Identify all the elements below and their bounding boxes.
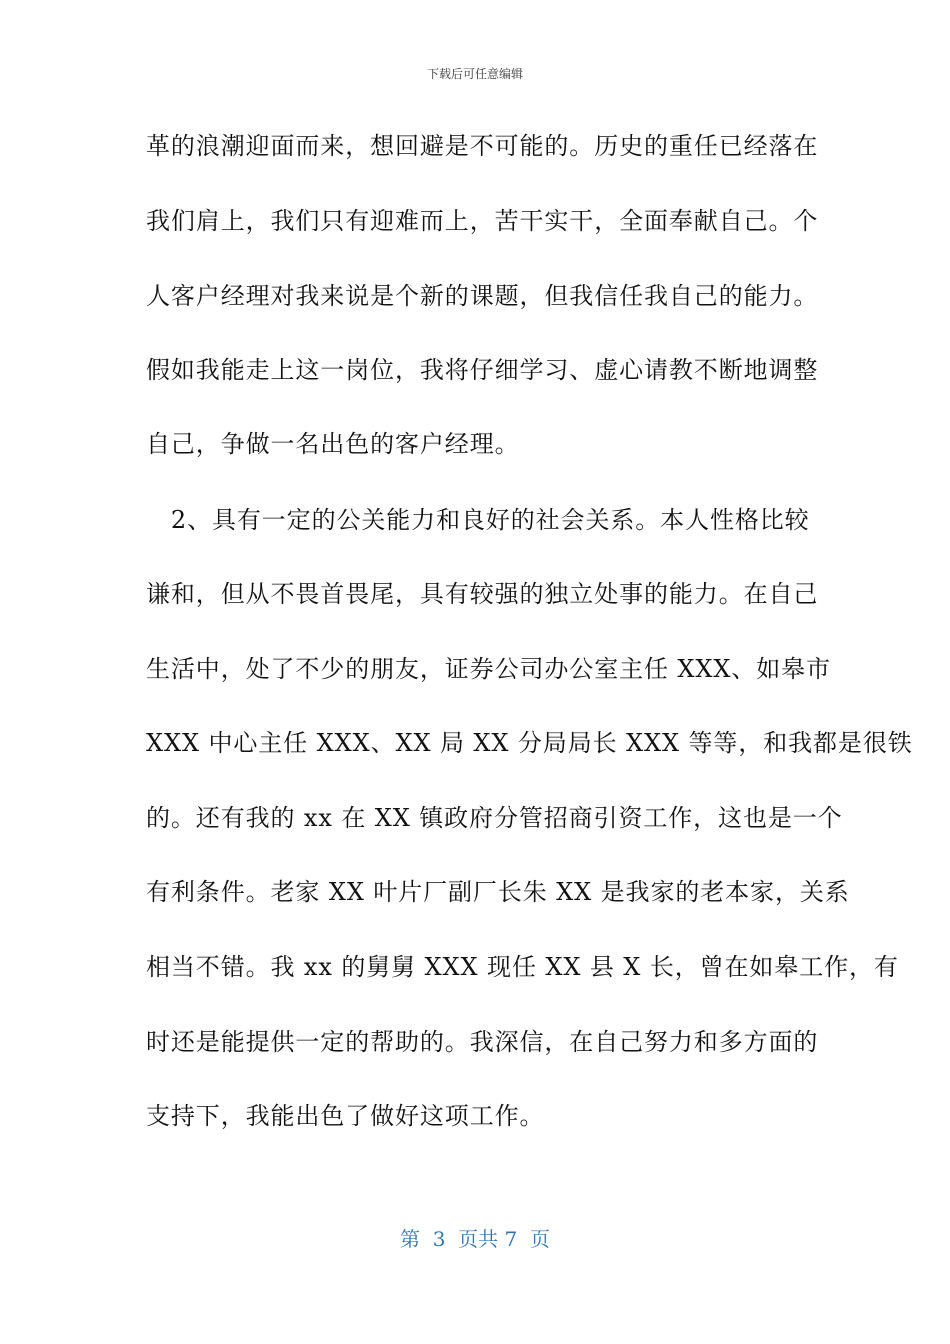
page-header-note: 下载后可任意编辑 <box>426 67 523 81</box>
body-line: 我们肩上，我们只有迎难而上，苦干实干，全面奉献自己。个 <box>146 207 819 235</box>
body-line: 假如我能走上这一岗位，我将仔细学习、虚心请教不断地调整 <box>146 356 819 384</box>
body-line: 有利条件。老家 XX 叶片厂副厂长朱 XX 是我家的老本家，关系 <box>146 878 850 906</box>
body-line: 的。还有我的 xx 在 XX 镇政府分管招商引资工作，这也是一个 <box>146 804 843 832</box>
body-line: 人客户经理对我来说是个新的课题，但我信任我自己的能力。 <box>146 282 819 310</box>
body-line: 支持下，我能出色了做好这项工作。 <box>146 1102 545 1130</box>
body-line: 时还是能提供一定的帮助的。我深信，在自己努力和多方面的 <box>146 1028 819 1056</box>
body-line: 2、具有一定的公关能力和良好的社会关系。本人性格比较 <box>146 506 810 534</box>
page-number: 第 3 页共 7 页 <box>400 1227 550 1251</box>
body-line: 生活中，处了不少的朋友，证券公司办公室主任 XXX、如皋市 <box>146 655 831 683</box>
body-line: 自己，争做一名出色的客户经理。 <box>146 430 520 458</box>
body-line: 相当不错。我 xx 的舅舅 XXX 现任 XX 县 X 长，曾在如皋工作，有 <box>146 953 899 981</box>
body-line: XXX 中心主任 XXX、XX 局 XX 分局局长 XXX 等等，和我都是很铁 <box>146 729 913 757</box>
body-line: 革的浪潮迎面而来，想回避是不可能的。历史的重任已经落在 <box>146 132 819 160</box>
body-line: 谦和，但从不畏首畏尾，具有较强的独立处事的能力。在自己 <box>146 580 819 608</box>
